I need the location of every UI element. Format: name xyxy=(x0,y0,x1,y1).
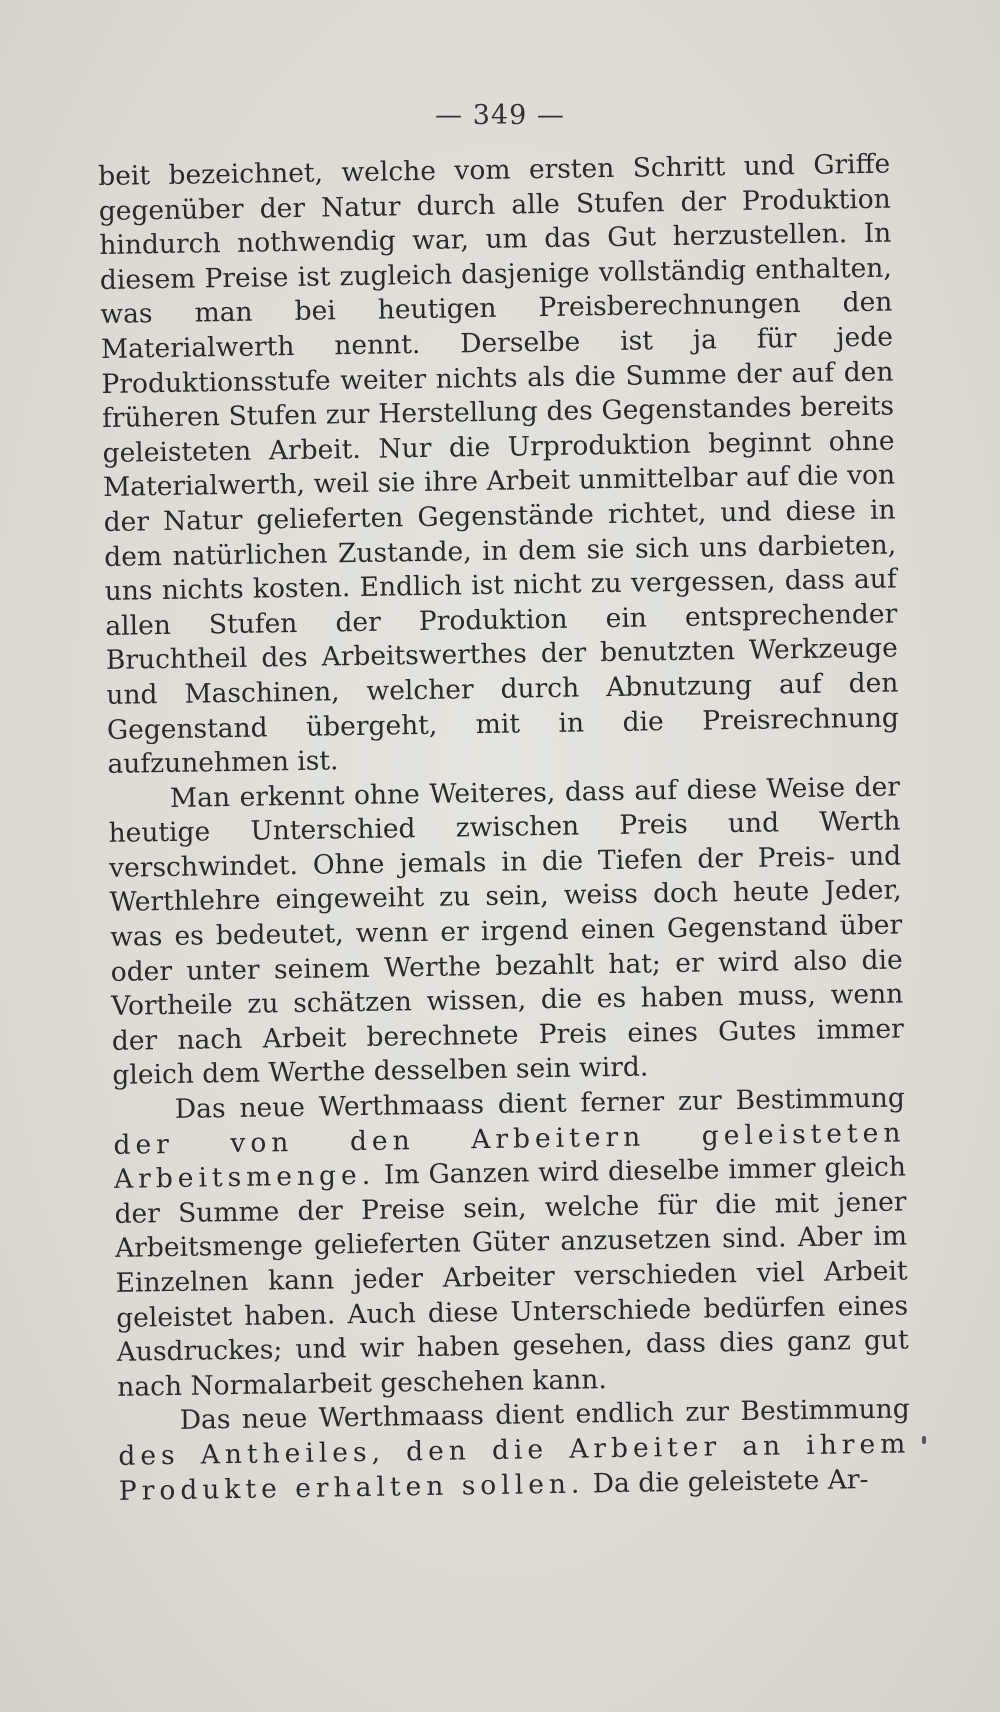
paragraph-3-emphasis: der von den Arbeitern geleisteten Arbeitsmenge. xyxy=(113,1117,906,1196)
paragraph-2 xyxy=(108,770,905,1094)
paragraph-4-text-end: Da die geleistete Ar- xyxy=(584,1463,869,1500)
paragraph-4-text-start: Das neue Werthmaass dient endlich zur Bestimmung xyxy=(179,1393,910,1437)
paragraph-1-text: beit bezeichnet, welche vom ersten Schritt und Griffe gegenüber der Natur durch alle Stufen der Produktion hindurch nothwendig war, um das Gut herzustellen. In diesem Preise ist zugleich dasjenige vollständig enthalten, was man bei heutigen Preisberechnungen den Materialwerth nennt. Derselbe ist ja für jede Produktionsstufe weiter nichts als die Summe der auf den früheren Stufen zur Herstellung des Gegenstandes bereits geleisteten Arbeit. Nur die Urproduktion beginnt ohne Materialwerth, weil sie ihre Arbeit unmittelbar auf die von der Natur gelieferten Gegenstände richtet, und diese in dem natürlichen Zustande, in dem sie sich uns darbieten, uns nichts kosten. Endlich ist nicht zu vergessen, dass auf allen Stufen der Produktion ein entsprechender Bruchtheil des Arbeitswerthes der benutzten Werkzeuge und Maschinen, welcher durch Abnutzung auf den Gegenstand übergeht, mit in die Preisrechnung aufzunehmen ist. xyxy=(98,148,900,781)
paragraph-2-text: Man erkennt ohne Weiteres, dass auf diese Weise der heutige Unterschied zwischen Preis und Werth verschwindet. Ohne jemals in die Tiefen der Preis- und Werthlehre eingeweiht zu sein, weiss doch heute Jeder, was es bedeutet, wenn er irgend einen Gegenstand über oder unter seinem Werthe bezahlt hat; er wird also die Vortheile zu schätzen wissen, die es haben muss, wenn der nach Arbeit berechnete Preis eines Gutes immer gleich dem Werthe desselben sein wird. xyxy=(108,771,904,1092)
paper-speck xyxy=(922,1436,926,1444)
paragraph-3 xyxy=(113,1081,910,1405)
page-number: — 349 — xyxy=(435,100,565,131)
paragraph-3-text-start: Das neue Werthmaass dient ferner zur Bestimmung xyxy=(174,1082,906,1125)
paragraph-4-emphasis: des Antheiles, den die Arbeiter an ihrem Produkte erhalten sollen. xyxy=(118,1428,911,1507)
body-text xyxy=(98,148,911,1509)
paragraph-4 xyxy=(118,1393,912,1509)
paragraph-1 xyxy=(98,148,900,783)
paragraph-3-text-end: Im Ganzen wird dieselbe immer gleich der Summe der Preise sein, welche für die mit jener Arbeitsmenge gelieferten Güter anzusetzen sind. Aber im Einzelnen kann jeder Arbeiter verschieden viel Arbeit geleistet haben. Auch diese Unterschiede bedürfen eines Ausdruckes; und wir haben gesehen, dass dies ganz gut nach Normalarbeit geschehen kann. xyxy=(114,1151,909,1403)
